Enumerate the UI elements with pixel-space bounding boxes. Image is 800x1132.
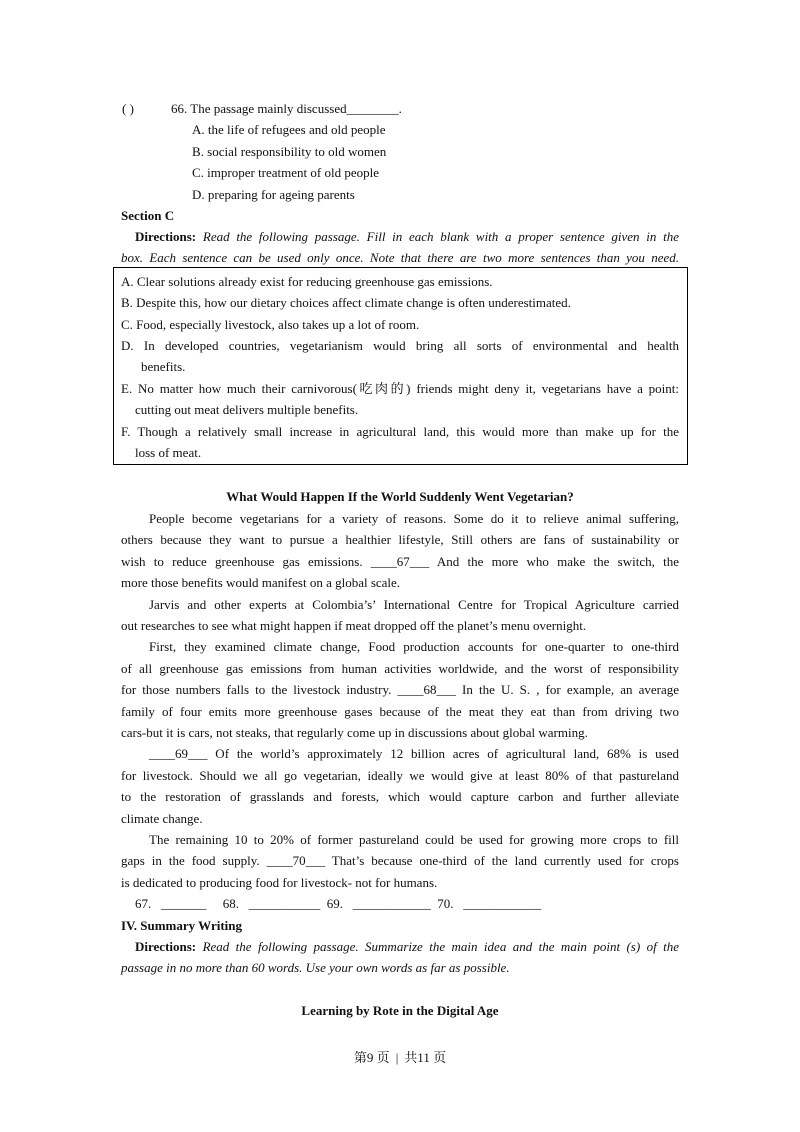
page-number: 第9 页	[353, 1050, 390, 1065]
passage-line: of all greenhouse gas emissions from human activities worldwide, and the worst of responsibility	[121, 661, 679, 676]
passage-line: family of four emits more greenhouse gases because of the meat they eat than from driving two	[121, 704, 679, 719]
section-iv-directions-line1	[135, 938, 679, 956]
passage-line: People become vegetarians for a variety of reasons. Some do it to relieve animal suffering,	[149, 511, 679, 526]
box-sentence-d: D. In developed countries, vegetarianism would bring all sorts of environmental and health	[121, 338, 679, 353]
question-66-stem: 66. The passage mainly discussed________.	[171, 101, 402, 116]
directions-text: Read the following passage. Fill in each blank with a proper sentence given in the	[202, 229, 679, 244]
section-c-heading: Section C	[121, 208, 175, 223]
directions-text: Read the following passage. Summarize the main idea and the main point (s) of the	[202, 939, 679, 954]
option-c: C. improper treatment of old people	[192, 165, 380, 180]
passage-line: to the restoration of grasslands and forests, which would capture carbon and further alleviate	[121, 789, 679, 804]
box-sentence-b: B. Despite this, how our dietary choices affect climate change is often underestimated.	[121, 295, 571, 310]
directions-label: Directions:	[135, 939, 197, 954]
passage-line: for livestock. Should we all go vegetarian, ideally we would give at least 80% of that pastureland	[121, 768, 679, 783]
option-b: B. social responsibility to old women	[192, 144, 387, 159]
passage-line: out researches to see what might happen if meat dropped off the planet’s menu overnight.	[121, 618, 587, 633]
option-d: D. preparing for ageing parents	[192, 187, 355, 202]
directions-label: Directions:	[135, 229, 197, 244]
passage-title: What Would Happen If the World Suddenly Went Vegetarian?	[226, 489, 574, 504]
box-sentence-a: A. Clear solutions already exist for reducing greenhouse gas emissions.	[121, 274, 493, 289]
page-footer	[0, 1047, 800, 1066]
answer-blanks-line: 67. _______ 68. ___________ 69. ____________ 70. ____________	[135, 896, 542, 911]
box-sentence-c: C. Food, especially livestock, also takes up a lot of room.	[121, 317, 420, 332]
page-total: 共11 页	[404, 1050, 447, 1065]
section-iv-heading: IV. Summary Writing	[121, 918, 242, 933]
answer-paren: ( )	[122, 101, 134, 116]
box-sentence-e-cont: cutting out meat delivers multiple benefits.	[135, 402, 359, 417]
box-sentence-f-cont: loss of meat.	[135, 445, 202, 460]
option-a: A. the life of refugees and old people	[192, 122, 386, 137]
summary-passage-title: Learning by Rote in the Digital Age	[301, 1003, 499, 1018]
passage-line: others because they want to pursue a healthier lifestyle, Still others are fans of sustainability or	[121, 532, 679, 547]
section-c-directions-line1	[135, 228, 679, 246]
box-sentence-d-cont: benefits.	[141, 359, 186, 374]
passage-line: ____69___ Of the world’s approximately 12 billion acres of agricultural land, 68% is used	[149, 746, 679, 761]
passage-line: Jarvis and other experts at Colombia’s’ International Centre for Tropical Agriculture carried	[149, 597, 679, 612]
section-c-directions-line2: box. Each sentence can be used only once. Note that there are two more sentences than you need.	[121, 250, 679, 265]
passage-line: First, they examined climate change, Food production accounts for one-quarter to one-third	[149, 639, 679, 654]
passage-line: for those numbers falls to the livestock industry. ____68___ In the U. S. , for example, an average	[121, 682, 679, 697]
box-sentence-f: F. Though a relatively small increase in agricultural land, this would more than make up for the	[121, 424, 679, 439]
passage-line: climate change.	[121, 811, 203, 826]
passage-line: is dedicated to producing food for livestock- not for humans.	[121, 875, 438, 890]
section-iv-directions-line2: passage in no more than 60 words. Use your own words as far as possible.	[121, 960, 510, 975]
passage-line: more those benefits would manifest on a global scale.	[121, 575, 401, 590]
passage-line: cars-but it is cars, not steaks, that regularly come up in discussions about global warming.	[121, 725, 588, 740]
passage-line: gaps in the food supply. ____70___ That’s because one-third of the land currently used for crops	[121, 853, 679, 868]
footer-separator: |	[395, 1050, 399, 1065]
passage-line: wish to reduce greenhouse gas emissions. ____67___ And the more who make the switch, the	[121, 554, 679, 569]
passage-line: The remaining 10 to 20% of former pastureland could be used for growing more crops to fill	[149, 832, 679, 847]
box-sentence-e: E. No matter how much their carnivorous(吃肉的) friends might deny it, vegetarians have a point:	[121, 381, 679, 396]
